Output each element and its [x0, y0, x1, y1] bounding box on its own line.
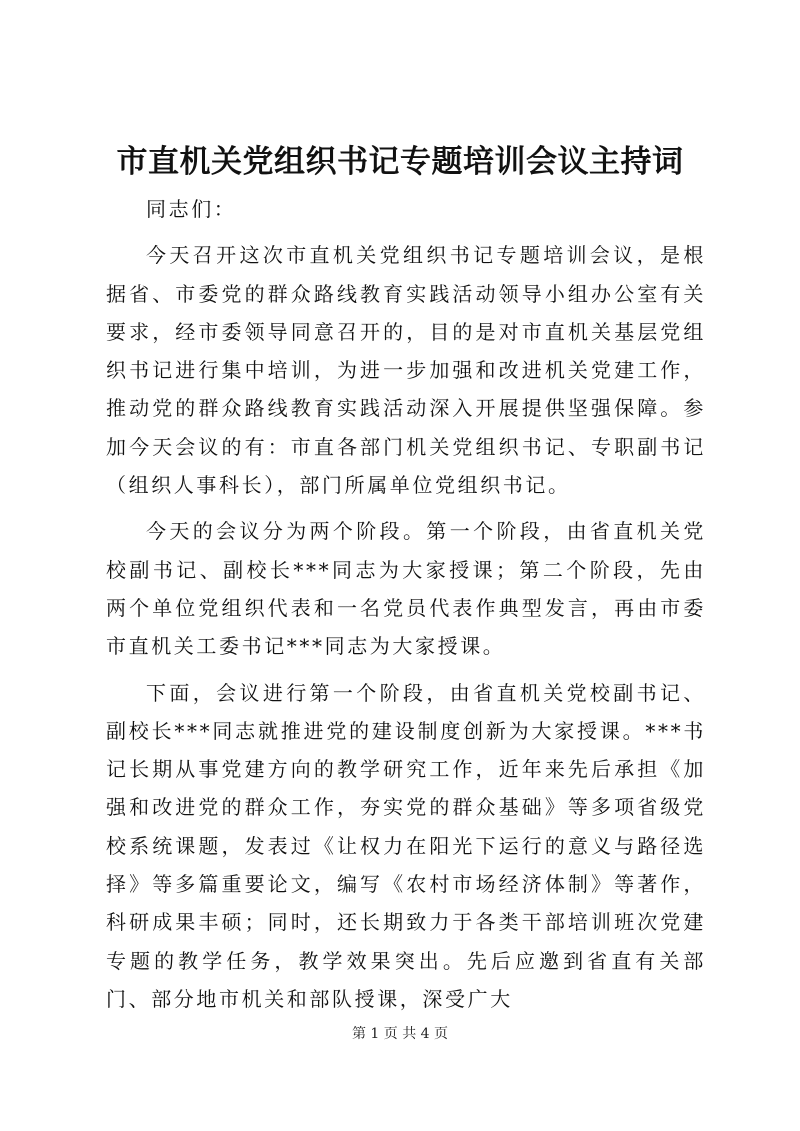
page-number-footer: 第 1 页 共 4 页	[351, 1026, 449, 1042]
paragraph: 今天召开这次市直机关党组织书记专题培训会议，是根据省、市委党的群众路线教育实践活动领导小组办公室有关要求，经市委领导同意召开的，目的是对市直机关基层党组织书记进行集中培训，为进一步加强和改进机关党建工作，推动党的群众路线教育实践活动深入开展提供坚强保障。参加今天会议的有：市直各部门机关党组织书记、专职副书记（组织人事科长），部门所属单位党组织书记。	[106, 243, 706, 498]
salutation: 同志们：	[146, 197, 237, 221]
document-body	[106, 190, 706, 1026]
paragraph: 下面，会议进行第一个阶段，由省直机关党校副书记、副校长***同志就推进党的建设制度创新为大家授课。***书记长期从事党建方向的教学研究工作，近年来先后承担《加强和改进党的群众工作，夯实党的群众基础》等多项省级党校系统课题，发表过《让权力在阳光下运行的意义与路径选择》等多篇重要论文，编写《农村市场经济体制》等著作，科研成果丰硕；同时，还长期致力于各类干部培训班次党建专题的教学任务，教学效果突出。先后应邀到省直有关部门、部分地市机关和部队授课，深受广大	[106, 680, 706, 1011]
paragraph: 今天的会议分为两个阶段。第一个阶段，由省直机关党校副书记、副校长***同志为大家授课；第二个阶段，先由两个单位党组织代表和一名党员代表作典型发言，再由市委市直机关工委书记***同志为大家授课。	[106, 519, 706, 659]
document-title: 市直机关党组织书记专题培训会议主持词	[116, 144, 684, 180]
